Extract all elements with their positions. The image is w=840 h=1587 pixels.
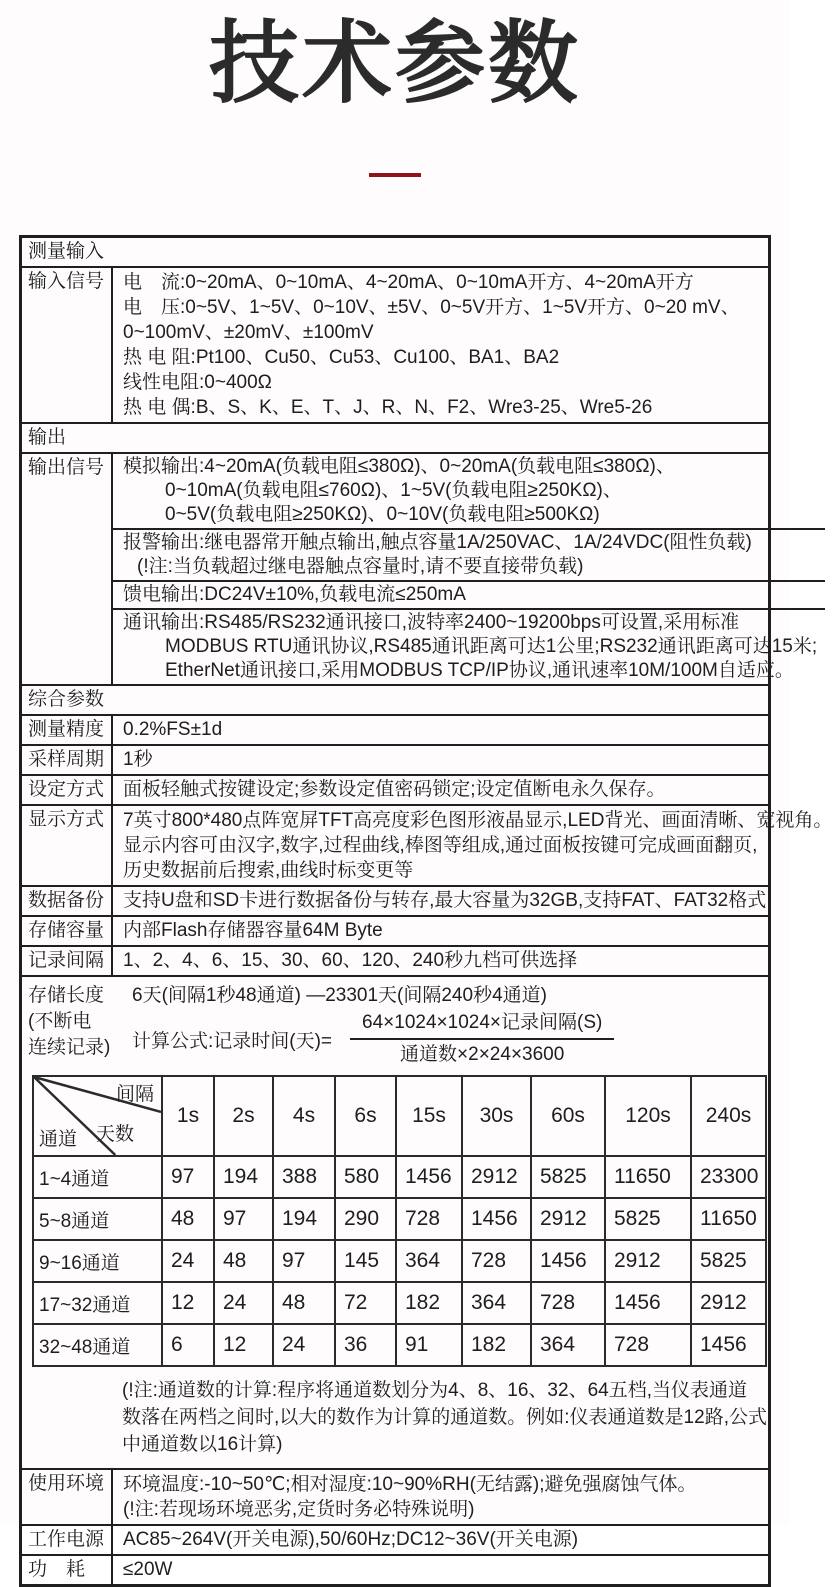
row-label [22, 981, 122, 1067]
table-cell: 194 [273, 1198, 335, 1240]
row-environment [22, 1468, 768, 1524]
row-label: 输出信号 [22, 454, 113, 684]
row-storage-length [22, 975, 768, 1468]
spec-line: 面板轻触式按键设定;参数设定值密码锁定;设定值断电永久保存。 [123, 779, 666, 800]
table-cell: 182 [462, 1324, 531, 1366]
spec-line: 支持U盘和SD卡进行数据备份与转存,最大容量为32GB,支持FAT、FAT32格式 [123, 890, 767, 911]
spec-line: AC85~264V(开关电源),50/60Hz;DC12~36V(开关电源) [123, 1529, 579, 1550]
column-header: 120s [605, 1076, 691, 1156]
corner-label-days: 天数 [96, 1124, 135, 1145]
formula-denominator: 通道数×2×24×3600 [400, 1044, 565, 1065]
table-cell: 36 [335, 1324, 396, 1366]
column-header: 6s [335, 1076, 396, 1156]
table-row [33, 1282, 766, 1324]
row-sampling [22, 744, 768, 774]
subrow-feed-output [113, 580, 825, 608]
row-power-consumption [22, 1554, 768, 1584]
row-label: 测量精度 [22, 716, 113, 744]
column-header: 60s [531, 1076, 605, 1156]
table-cell: 23300 [691, 1156, 766, 1198]
row-power-supply [22, 1524, 768, 1554]
section-output: 输出 [22, 422, 768, 452]
row-content [113, 746, 768, 774]
table-cell: 290 [335, 1198, 396, 1240]
row-label: 显示方式 [22, 806, 113, 885]
row-capacity [22, 915, 768, 945]
spec-line: 模拟输出:4~20mA(负载电阻≤380Ω)、0~20mA(负载电阻≤380Ω)、 [123, 456, 675, 477]
row-label: 设定方式 [22, 776, 113, 804]
table-cell: 24 [162, 1240, 214, 1282]
column-header: 240s [691, 1076, 766, 1156]
subrow-alarm-output [113, 528, 825, 580]
table-cell: 728 [396, 1198, 462, 1240]
row-header: 9~16通道 [33, 1240, 162, 1282]
corner-label-interval: 间隔 [115, 1084, 154, 1105]
spec-line: 热 电 阻:Pt100、Cu50、Cu53、Cu100、BA1、BA2 [123, 347, 560, 368]
table-cell: 2912 [462, 1156, 531, 1198]
spec-line: 7英寸800*480点阵宽屏TFT高亮度彩色图形液晶显示,LED背光、画面清晰、宽视角。 [123, 810, 833, 831]
storage-range: 6天(间隔1秒48通道) —23301天(间隔240秒4通道) [132, 985, 547, 1006]
spec-line: 环境温度:-10~50℃;相对湿度:10~90%RH(无结露);避免强腐蚀气体。 [123, 1474, 697, 1495]
note-line: (!注:通道数的计算:程序将通道数划分为4、8、16、32、64五档,当仪表通道 [122, 1380, 747, 1401]
row-display [22, 804, 833, 885]
storage-header [22, 981, 768, 1067]
row-content [113, 716, 768, 744]
column-header: 30s [462, 1076, 531, 1156]
table-cell: 194 [214, 1156, 273, 1198]
storage-label-line: (不断电 [28, 1011, 92, 1032]
storage-label-line: 存储长度 [28, 985, 105, 1006]
row-content [113, 454, 825, 684]
spec-line: 内部Flash存储器容量64M Byte [123, 920, 383, 941]
row-input-signal [22, 266, 768, 422]
row-content [113, 776, 768, 804]
table-cell: 48 [273, 1282, 335, 1324]
spec-line: 线性电阻:0~400Ω [123, 372, 272, 393]
spec-line: 电 流:0~20mA、0~10mA、4~20mA、0~10mA开方、4~20mA开方 [123, 272, 694, 293]
spec-line: (!注:若现场环境恶劣,定货时务必特殊说明) [123, 1499, 475, 1520]
table-cell: 145 [335, 1240, 396, 1282]
note-line: 数落在两档之间时,以大的数作为计算的通道数。例如:仪表通道数是12路,公式 [122, 1407, 767, 1428]
table-cell: 12 [214, 1324, 273, 1366]
spec-line: 0.2%FS±1d [123, 719, 223, 740]
table-cell: 364 [396, 1240, 462, 1282]
table-cell: 97 [273, 1240, 335, 1282]
table-cell: 97 [214, 1198, 273, 1240]
title-divider [369, 173, 421, 177]
column-header: 2s [214, 1076, 273, 1156]
spec-line: 0~10mA(负载电阻≤760Ω)、1~5V(负载电阻≥250KΩ)、 [165, 480, 622, 501]
spec-line: 馈电输出:DC24V±10%,负载电流≤250mA [123, 584, 466, 605]
table-cell: 388 [273, 1156, 335, 1198]
column-header: 1s [162, 1076, 214, 1156]
table-cell: 12 [162, 1282, 214, 1324]
corner-label-channels: 通道 [39, 1129, 78, 1150]
storage-formula [132, 1011, 762, 1067]
subrow-comm-output [113, 608, 825, 684]
interval-table-corner-cell [33, 1076, 162, 1156]
interval-days-table [32, 1075, 767, 1367]
spec-line: EtherNet通讯接口,采用MODBUS TCP/IP协议,通讯速率10M/100M自适应。 [165, 660, 794, 681]
table-cell: 97 [162, 1156, 214, 1198]
row-content [113, 1526, 768, 1554]
table-cell: 24 [273, 1324, 335, 1366]
row-content [113, 887, 774, 915]
table-cell: 1456 [531, 1240, 605, 1282]
note-line: 中通道数以16计算) [122, 1434, 283, 1455]
table-cell: 1456 [605, 1282, 691, 1324]
table-cell: 2912 [531, 1198, 605, 1240]
row-content [113, 917, 768, 945]
spec-line: 报警输出:继电器常开触点输出,触点容量1A/250VAC、1A/24VDC(阻性负载) [123, 532, 752, 553]
table-cell: 1456 [462, 1198, 531, 1240]
table-row [33, 1324, 766, 1366]
table-cell: 728 [531, 1282, 605, 1324]
table-cell: 364 [531, 1324, 605, 1366]
table-row [33, 1240, 766, 1282]
row-label: 存储容量 [22, 917, 113, 945]
row-backup [22, 885, 768, 915]
spec-line: 热 电 偶:B、S、K、E、T、J、R、N、F2、Wre3-25、Wre5-26 [123, 397, 653, 418]
table-cell: 72 [335, 1282, 396, 1324]
table-cell: 580 [335, 1156, 396, 1198]
row-label: 功 耗 [22, 1556, 113, 1584]
spec-line: 通讯输出:RS485/RS232通讯接口,波特率2400~19200bps可设置,采用标准 [123, 612, 740, 633]
subrow-analog-output [113, 454, 825, 528]
table-row [33, 1156, 766, 1198]
row-header: 5~8通道 [33, 1198, 162, 1240]
spec-line: 1秒 [123, 749, 153, 770]
spec-line: 0~5V(负载电阻≥250KΩ)、0~10V(负载电阻≥500KΩ) [165, 504, 600, 525]
row-content [113, 1470, 768, 1524]
section-measure-input: 测量输入 [28, 241, 105, 262]
row-label: 采样周期 [22, 746, 113, 774]
table-cell: 5825 [531, 1156, 605, 1198]
table-cell: 364 [462, 1282, 531, 1324]
channel-count-note [122, 1377, 767, 1458]
table-cell: 6 [162, 1324, 214, 1366]
row-content [113, 268, 768, 422]
row-header: 32~48通道 [33, 1324, 162, 1366]
page-title: 技术参数 [209, 14, 581, 114]
table-cell: 91 [396, 1324, 462, 1366]
row-label: 输入信号 [22, 268, 113, 422]
table-cell: 5825 [605, 1198, 691, 1240]
storage-content [122, 981, 768, 1067]
table-cell: 1456 [396, 1156, 462, 1198]
spec-line: ≤20W [123, 1559, 173, 1580]
table-cell: 728 [605, 1324, 691, 1366]
row-setting [22, 774, 768, 804]
row-content [113, 1556, 768, 1584]
spec-line: 显示内容可由汉字,数字,过程曲线,棒图等组成,通过面板按键可完成画面翻页, [123, 835, 758, 856]
row-header: 17~32通道 [33, 1282, 162, 1324]
table-cell: 11650 [691, 1198, 766, 1240]
row-label: 工作电源 [22, 1526, 113, 1554]
table-cell: 2912 [605, 1240, 691, 1282]
column-header: 4s [273, 1076, 335, 1156]
table-cell: 182 [396, 1282, 462, 1324]
row-content [113, 947, 768, 975]
table-cell: 2912 [691, 1282, 766, 1324]
row-output-signal [22, 452, 818, 684]
table-cell: 48 [162, 1198, 214, 1240]
formula-numerator: 64×1024×1024×记录间隔(S) [350, 1011, 614, 1040]
spec-line: MODBUS RTU通讯协议,RS485通讯距离可达1公里;RS232通讯距离可达15米; [165, 636, 818, 657]
table-cell: 24 [214, 1282, 273, 1324]
spec-line: 1、2、4、6、15、30、60、120、240秒九档可供选择 [123, 950, 578, 971]
spec-table [19, 235, 833, 1587]
row-content [113, 806, 840, 885]
column-header: 15s [396, 1076, 462, 1156]
formula-prefix: 计算公式:记录时间(天)= [132, 1030, 333, 1052]
table-cell: 728 [462, 1240, 531, 1282]
spec-line: (!注:当负载超过继电器触点容量时,请不要直接带负载) [137, 556, 584, 577]
spec-line: 电 压:0~5V、1~5V、0~10V、±5V、0~5V开方、1~5V开方、0~20 mV、 [123, 297, 740, 318]
table-cell: 48 [214, 1240, 273, 1282]
row-label: 使用环境 [22, 1470, 113, 1524]
storage-label-line: 连续记录) [28, 1037, 111, 1058]
row-label: 记录间隔 [22, 947, 113, 975]
section-general: 综合参数 [22, 684, 768, 714]
table-cell: 11650 [605, 1156, 691, 1198]
row-label: 数据备份 [22, 887, 113, 915]
formula-fraction [350, 1011, 614, 1067]
row-interval [22, 945, 768, 975]
spec-line: 历史数据前后搜索,曲线时标变更等 [123, 860, 414, 881]
interval-table-header-row [33, 1076, 766, 1156]
spec-line: 0~100mV、±20mV、±100mV [123, 322, 374, 343]
table-cell: 5825 [691, 1240, 766, 1282]
table-cell: 1456 [691, 1324, 766, 1366]
table-row [33, 1198, 766, 1240]
row-header: 1~4通道 [33, 1156, 162, 1198]
row-accuracy [22, 714, 768, 744]
